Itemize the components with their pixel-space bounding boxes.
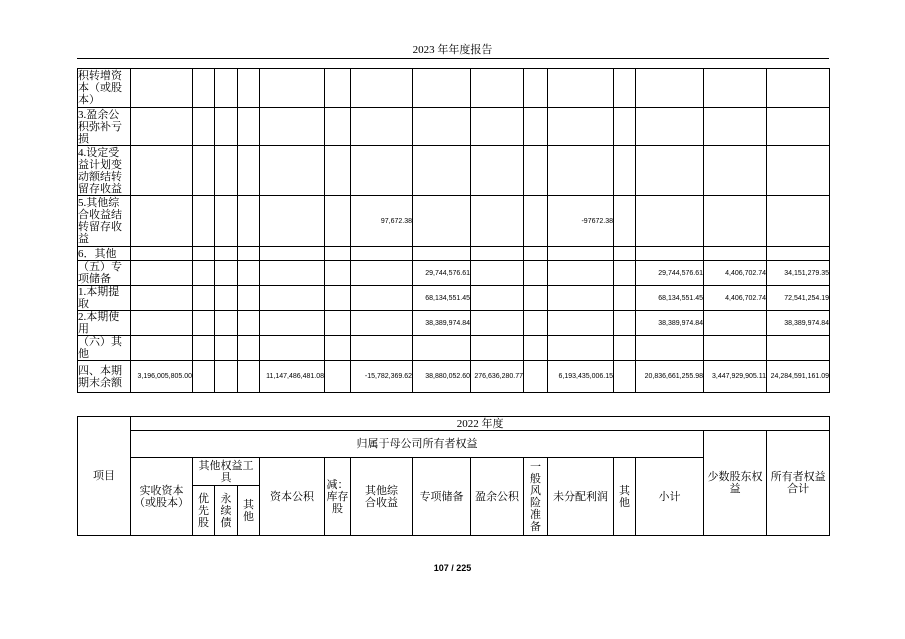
- treasury-stock-cell: [325, 361, 351, 393]
- minority-interests-cell: 4,406,702.74: [704, 261, 767, 286]
- general-risk-reserve-cell: [524, 196, 548, 247]
- general-risk-reserve-cell: [524, 247, 548, 261]
- capital-reserve-cell: [260, 108, 325, 146]
- surplus-reserve-cell: [471, 261, 524, 286]
- surplus-reserve-cell: [471, 311, 524, 336]
- other-cell: [614, 247, 636, 261]
- perpetual-bonds-cell: [215, 69, 238, 108]
- special-reserve-cell: 38,880,052.60: [413, 361, 471, 393]
- treasury-stock-cell: [325, 286, 351, 311]
- paid-in-capital-header: 实收资本（或股本）: [131, 458, 193, 536]
- other-equity-instruments-other-cell: [238, 336, 260, 361]
- undistributed-profit-cell: [548, 146, 614, 196]
- item-header: 项目: [78, 417, 131, 536]
- subtotal-cell: 29,744,576.61: [636, 261, 704, 286]
- paid-in-capital-cell: [131, 336, 193, 361]
- surplus-reserve-cell: [471, 108, 524, 146]
- total-equity-cell: [767, 196, 830, 247]
- surplus-reserve-cell: [471, 69, 524, 108]
- table-row: [78, 247, 830, 261]
- preferred-shares-cell: [193, 247, 215, 261]
- other-equity-instruments-other-cell: [238, 311, 260, 336]
- general-risk-reserve-cell: [524, 361, 548, 393]
- row-label: 3.盈余公积弥补亏损: [78, 108, 131, 146]
- table-row: [78, 286, 830, 311]
- undistributed-profit-cell: [548, 108, 614, 146]
- capital-reserve-cell: 11,147,486,481.08: [260, 361, 325, 393]
- surplus-reserve-header: 盈余公积: [471, 458, 524, 536]
- preferred-shares-cell: [193, 69, 215, 108]
- other-cell: [614, 108, 636, 146]
- other-comprehensive-income-header: 其他综合收益: [351, 458, 413, 536]
- paid-in-capital-cell: [131, 261, 193, 286]
- preferred-shares-cell: [193, 336, 215, 361]
- paid-in-capital-cell: [131, 196, 193, 247]
- surplus-reserve-cell: 276,636,280.77: [471, 361, 524, 393]
- table-row: [78, 69, 830, 108]
- capital-reserve-header: 资本公积: [260, 458, 325, 536]
- equity-changes-table-body: [78, 69, 830, 393]
- subtotal-cell: 20,836,661,255.98: [636, 361, 704, 393]
- subtotal-cell: [636, 247, 704, 261]
- other-equity-instruments-other-cell: [238, 286, 260, 311]
- other-equity-instruments-other-cell: [238, 108, 260, 146]
- general-risk-reserve-cell: [524, 311, 548, 336]
- preferred-shares-cell: [193, 146, 215, 196]
- perpetual-bonds-cell: [215, 108, 238, 146]
- treasury-stock-cell: [325, 146, 351, 196]
- minority-interests-cell: 4,406,702.74: [704, 286, 767, 311]
- subtotal-cell: [636, 108, 704, 146]
- undistributed-profit-cell: [548, 311, 614, 336]
- general-risk-reserve-header: 一般风险准备: [524, 458, 548, 536]
- perpetual-bonds-cell: [215, 336, 238, 361]
- paid-in-capital-cell: [131, 108, 193, 146]
- general-risk-reserve-cell: [524, 336, 548, 361]
- table-row: [78, 311, 830, 336]
- preferred-shares-cell: [193, 261, 215, 286]
- treasury-stock-cell: [325, 261, 351, 286]
- surplus-reserve-cell: [471, 146, 524, 196]
- capital-reserve-cell: [260, 286, 325, 311]
- other-cell: [614, 361, 636, 393]
- perpetual-bonds-header: 永续债: [215, 486, 238, 536]
- undistributed-profit-cell: [548, 336, 614, 361]
- total-equity-cell: 72,541,254.19: [767, 286, 830, 311]
- total-equity-cell: [767, 146, 830, 196]
- paid-in-capital-cell: [131, 146, 193, 196]
- table-row: [78, 196, 830, 247]
- treasury-stock-cell: [325, 336, 351, 361]
- subtotal-cell: [636, 336, 704, 361]
- total-equity-cell: [767, 69, 830, 108]
- special-reserve-cell: 38,389,974.84: [413, 311, 471, 336]
- other-cell: [614, 336, 636, 361]
- capital-reserve-cell: [260, 261, 325, 286]
- preferred-shares-cell: [193, 196, 215, 247]
- paid-in-capital-cell: [131, 311, 193, 336]
- perpetual-bonds-cell: [215, 146, 238, 196]
- preferred-shares-header: 优先股: [193, 486, 215, 536]
- capital-reserve-cell: [260, 69, 325, 108]
- row-label: 1.本期提取: [78, 286, 131, 311]
- row-label: 2.本期使用: [78, 311, 131, 336]
- perpetual-bonds-cell: [215, 247, 238, 261]
- other-equity-instruments-other-cell: [238, 69, 260, 108]
- preferred-shares-cell: [193, 286, 215, 311]
- row-label: 4.设定受益计划变动额结转留存收益: [78, 146, 131, 196]
- row-label: （六）其他: [78, 336, 131, 361]
- other-comprehensive-income-cell: [351, 286, 413, 311]
- header-row-period: [78, 417, 830, 431]
- perpetual-bonds-cell: [215, 286, 238, 311]
- treasury-stock-cell: [325, 196, 351, 247]
- page-number: 107 / 225: [433, 563, 472, 573]
- table-row: [78, 361, 830, 393]
- other-equity-instruments-other-cell: [238, 196, 260, 247]
- treasury-stock-header: 减：库存股: [325, 458, 351, 536]
- special-reserve-cell: [413, 69, 471, 108]
- paid-in-capital-cell: 3,196,005,805.00: [131, 361, 193, 393]
- general-risk-reserve-cell: [524, 108, 548, 146]
- total-equity-cell: [767, 108, 830, 146]
- preferred-shares-cell: [193, 311, 215, 336]
- other-comprehensive-income-cell: 97,672.38: [351, 196, 413, 247]
- row-label: 积转增资本（或股本）: [78, 69, 131, 108]
- equity-changes-table-2022-header: [77, 416, 830, 536]
- capital-reserve-cell: [260, 247, 325, 261]
- capital-reserve-cell: [260, 196, 325, 247]
- other-cell: [614, 146, 636, 196]
- minority-interests-cell: [704, 336, 767, 361]
- row-label: （五）专项储备: [78, 261, 131, 286]
- perpetual-bonds-cell: [215, 261, 238, 286]
- total-equity-cell: 38,389,974.84: [767, 311, 830, 336]
- minority-interests-cell: [704, 196, 767, 247]
- report-header-title: 2023 年年度报告: [412, 44, 493, 56]
- other-equity-instruments-other-cell: [238, 146, 260, 196]
- surplus-reserve-cell: [471, 336, 524, 361]
- undistributed-profit-cell: -97672.38: [548, 196, 614, 247]
- equity-changes-table-2023-continued: [77, 68, 830, 393]
- minority-interests-cell: [704, 146, 767, 196]
- capital-reserve-cell: [260, 146, 325, 196]
- other-header: 其他: [614, 458, 636, 536]
- other-comprehensive-income-cell: [351, 146, 413, 196]
- other-equity-instruments-header: 其他权益工具: [193, 458, 260, 486]
- other-cell: [614, 69, 636, 108]
- total-equity-cell: [767, 336, 830, 361]
- paid-in-capital-cell: [131, 69, 193, 108]
- other-equity-instruments-other-cell: [238, 361, 260, 393]
- minority-interests-header: 少数股东权益: [704, 431, 767, 536]
- special-reserve-cell: [413, 146, 471, 196]
- minority-interests-cell: 3,447,929,905.11: [704, 361, 767, 393]
- total-equity-cell: 24,284,591,161.09: [767, 361, 830, 393]
- other-comprehensive-income-cell: [351, 247, 413, 261]
- other-cell: [614, 261, 636, 286]
- minority-interests-cell: [704, 108, 767, 146]
- other-equity-instruments-other-cell: [238, 261, 260, 286]
- minority-interests-cell: [704, 69, 767, 108]
- subtotal-cell: [636, 146, 704, 196]
- other-cell: [614, 286, 636, 311]
- paid-in-capital-cell: [131, 247, 193, 261]
- table-row: [78, 146, 830, 196]
- general-risk-reserve-cell: [524, 69, 548, 108]
- other-comprehensive-income-cell: -15,782,369.62: [351, 361, 413, 393]
- minority-interests-cell: [704, 247, 767, 261]
- surplus-reserve-cell: [471, 196, 524, 247]
- header-divider: [77, 58, 829, 59]
- subtotal-cell: [636, 196, 704, 247]
- total-equity-cell: [767, 247, 830, 261]
- capital-reserve-cell: [260, 336, 325, 361]
- other-comprehensive-income-cell: [351, 311, 413, 336]
- period-header: 2022 年度: [131, 417, 830, 431]
- subtotal-cell: [636, 69, 704, 108]
- row-label: 6．其他: [78, 247, 131, 261]
- surplus-reserve-cell: [471, 286, 524, 311]
- undistributed-profit-cell: [548, 247, 614, 261]
- subtotal-header: 小计: [636, 458, 704, 536]
- perpetual-bonds-cell: [215, 196, 238, 247]
- row-label: 四、本期期末余额: [78, 361, 131, 393]
- parent-equity-header: 归属于母公司所有者权益: [131, 431, 704, 458]
- subtotal-cell: 38,389,974.84: [636, 311, 704, 336]
- other-comprehensive-income-cell: [351, 261, 413, 286]
- other-comprehensive-income-cell: [351, 108, 413, 146]
- minority-interests-cell: [704, 311, 767, 336]
- other-comprehensive-income-cell: [351, 336, 413, 361]
- special-reserve-cell: [413, 336, 471, 361]
- total-equity-cell: 34,151,279.35: [767, 261, 830, 286]
- row-label: 5.其他综合收益结转留存收益: [78, 196, 131, 247]
- surplus-reserve-cell: [471, 247, 524, 261]
- general-risk-reserve-cell: [524, 286, 548, 311]
- other-cell: [614, 196, 636, 247]
- preferred-shares-cell: [193, 108, 215, 146]
- special-reserve-cell: 29,744,576.61: [413, 261, 471, 286]
- header-row-groups: [78, 431, 830, 458]
- paid-in-capital-cell: [131, 286, 193, 311]
- treasury-stock-cell: [325, 311, 351, 336]
- treasury-stock-cell: [325, 247, 351, 261]
- special-reserve-cell: [413, 196, 471, 247]
- capital-reserve-cell: [260, 311, 325, 336]
- table-row: [78, 261, 830, 286]
- perpetual-bonds-cell: [215, 361, 238, 393]
- table-row: [78, 336, 830, 361]
- general-risk-reserve-cell: [524, 146, 548, 196]
- treasury-stock-cell: [325, 108, 351, 146]
- treasury-stock-cell: [325, 69, 351, 108]
- special-reserve-cell: [413, 108, 471, 146]
- table-row: [78, 108, 830, 146]
- special-reserve-header: 专项储备: [413, 458, 471, 536]
- other-cell: [614, 311, 636, 336]
- preferred-shares-cell: [193, 361, 215, 393]
- undistributed-profit-header: 未分配利润: [548, 458, 614, 536]
- undistributed-profit-cell: [548, 286, 614, 311]
- subtotal-cell: 68,134,551.45: [636, 286, 704, 311]
- other-equity-instruments-other-header: 其他: [238, 486, 260, 536]
- total-equity-header: 所有者权益合计: [767, 431, 830, 536]
- undistributed-profit-cell: [548, 261, 614, 286]
- other-equity-instruments-other-cell: [238, 247, 260, 261]
- undistributed-profit-cell: [548, 69, 614, 108]
- special-reserve-cell: 68,134,551.45: [413, 286, 471, 311]
- special-reserve-cell: [413, 247, 471, 261]
- undistributed-profit-cell: 6,193,435,006.15: [548, 361, 614, 393]
- perpetual-bonds-cell: [215, 311, 238, 336]
- other-comprehensive-income-cell: [351, 69, 413, 108]
- general-risk-reserve-cell: [524, 261, 548, 286]
